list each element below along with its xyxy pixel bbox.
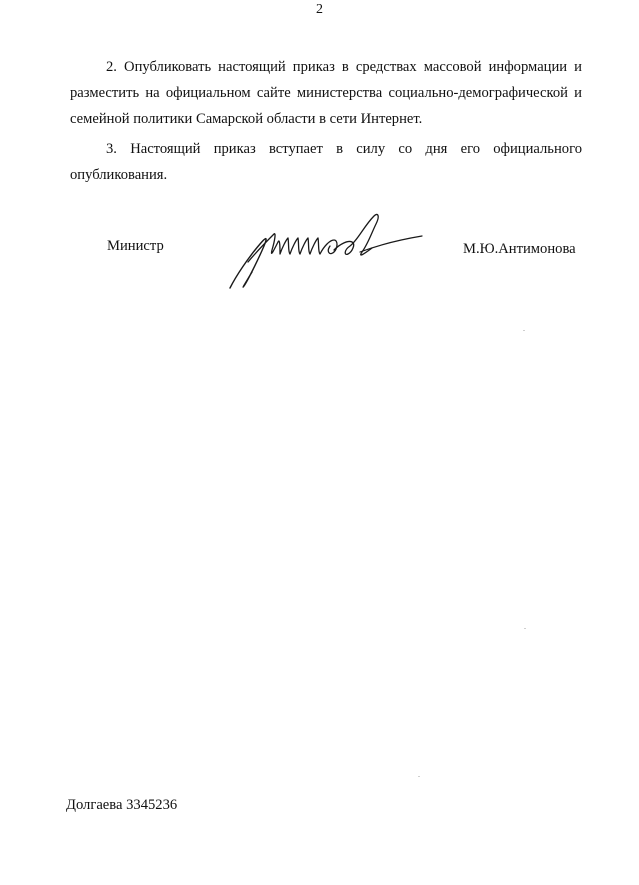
- paragraph-item-3: 3. Настоящий приказ вступает в силу со дня его официального опубликования.: [70, 141, 582, 183]
- page-number: 2: [316, 2, 323, 17]
- scan-speck: [418, 776, 420, 777]
- scan-speck: [524, 628, 526, 629]
- handwritten-signature: [222, 200, 432, 300]
- signatory-name: М.Ю.Антимонова: [463, 241, 576, 257]
- scan-speck: [523, 330, 525, 331]
- signatory-role: Министр: [107, 238, 164, 254]
- footer-contact: Долгаева 3345236: [66, 797, 178, 813]
- paragraph-item-2: 2. Опубликовать настоящий приказ в средствах массовой информации и разместить на официальном сайте министерства социально-демографической и семейной политики Самарской области в сети Интернет.: [70, 59, 582, 127]
